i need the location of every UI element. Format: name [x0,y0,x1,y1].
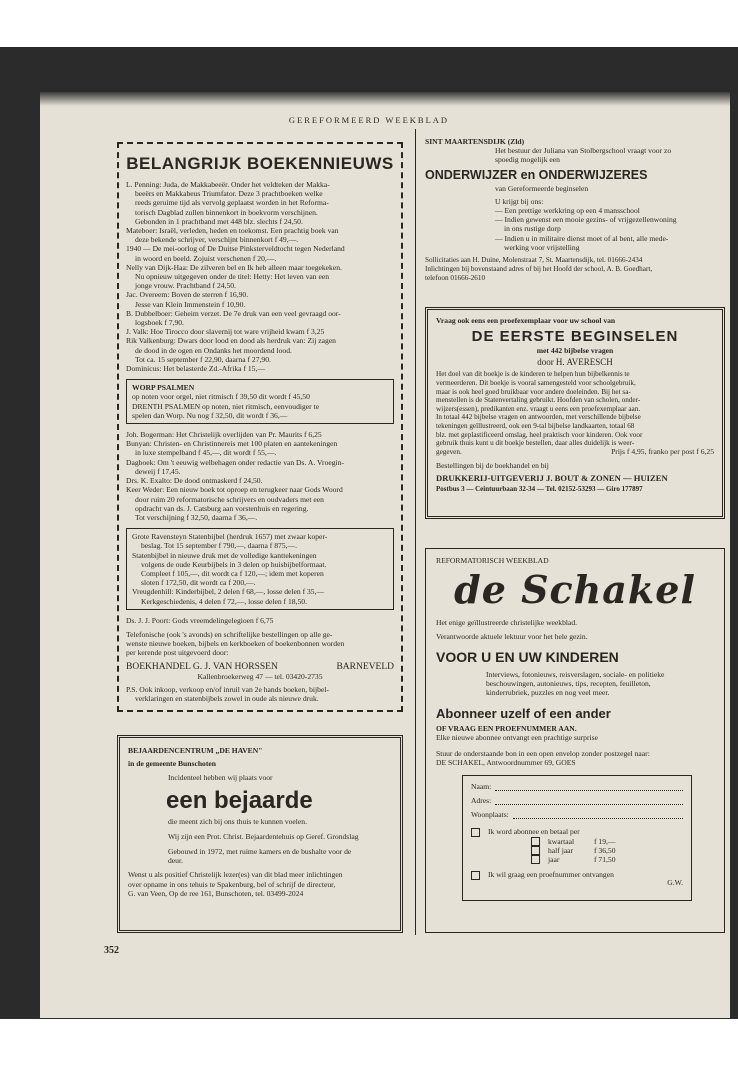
book-line: logsboek f 7,90. [135,318,184,328]
haven-headline: een bejaarde [166,786,313,814]
beginselen-body [436,370,714,456]
beginselen-author: door H. AVERESCH [537,357,613,368]
book-line: Jac. Overeem: Boven de sterren f 16,90. [126,290,249,300]
haven-line: Wij zijn een Prot. Christ. Bejaardentehuis op Geref. Grondslag [168,831,359,841]
city-label: Woonplaats: [471,810,509,820]
schakel-line: Verantwoorde aktuele lektuur voor het hele gezin. [436,632,588,642]
book-line: Tot verschijning f 32,50, daarna f 36,—. [135,512,258,522]
book-line: reeds geruime tijd als vervolg geplaatst worden in het Reforma- [135,198,329,208]
schakel-headline: VOOR U EN UW KINDEREN [436,648,619,665]
psalms-box [126,379,394,424]
schakel-subscribe: Abonneer uzelf of een ander [436,706,611,722]
address-field[interactable] [471,796,683,810]
vacancy-apply-line: Inlichtingen bij bovenstaand adres of bij het Hoofd der school, A. B. Goedhart, [425,265,653,274]
send-line: DE SCHAKEL, Antwoordnummer 69, GOES [436,757,576,767]
schakel-ad [425,548,725,933]
vacancy-intro-line: Het bestuur der Juliana van Stolbergschool vraagt voor zo [495,146,672,156]
book-line: Drs. K. Exalto: De dood ontmaskerd f 24,50. [126,476,263,486]
bible-line: beslag. Tot 15 september f 790,—, daarna f 875,—. [141,541,298,551]
body-line: wijzers(essen), predikanten enz. vraagt u eens een proefexemplaar aan. [436,404,641,413]
schakel-trial: OF VRAAG EEN PROEFNUMMER AAN. [436,724,577,734]
haven-line: Gebouwd in 1972, met ruime kamers en de bushalte voor de [168,847,352,857]
body-line: menstellen is de Statenvertaling gebruikt. Hoofden van scholen, onder- [436,396,641,405]
order-line: Telefonische (ook 's avonds) en schriftelijke bestellingen op alle ge- [126,629,333,639]
shop-name-row [126,662,394,672]
shop-address: Kallenbroekerweg 47 — tel. 03420-2735 [197,671,323,681]
period-option[interactable] [531,846,683,855]
book-line: de dood in de ogen en Ondanks het moordend lood. [135,345,292,355]
desc-line: beschouwingen, autonieuws, tips, recepten, feuilleton, [486,678,651,688]
subscribe-option[interactable] [471,827,683,837]
vacancy-ad [425,137,725,297]
beginselen-ad [425,307,725,519]
name-label: Naam: [471,782,492,792]
book-line: jonge vrouw. Prachtband f 24,50. [135,281,236,291]
body-line: tekeningen geïllustreerd, ook een 9-tal bijbelse landkaarten, totaal 68 [436,421,635,430]
schakel-send [436,749,714,767]
ps-line: verklaringen en statenbijbels zowel in oude als nieuwe druk. [135,693,319,703]
vacancy-apply [425,256,725,284]
book-news-ad [117,142,403,712]
ps-text [126,685,394,703]
vacancy-offer: U krijgt bij ons: [495,196,544,206]
book-line: beeërs en Makkabeus Triumfator. Deze 3 prachtboeken welke [135,189,323,199]
name-line[interactable] [495,789,683,791]
body-line: gegeven. [436,447,462,456]
vacancy-point: in ons rustige dorp [504,224,561,234]
bible-line: Kerkgeschiedenis, 4 delen f 72,—, losse delen f 18,50. [141,596,307,606]
coupon-code: G.W. [667,878,683,888]
beginselen-headline: DE EERSTE BEGINSELEN [471,328,679,346]
book-line: Nu opnieuw uitgegeven onder de titel: Hetty: Het leven van een [135,272,330,282]
vacancy-intro-line: spoedig mogelijk een [495,155,560,165]
subscribe-checkbox[interactable] [471,828,480,837]
period-checkbox[interactable] [531,855,540,864]
haven-ad [117,735,403,933]
bible-line: volgens de oude Keurbijbels in 3 delen op huisbijbelformaat. [141,559,327,569]
vacancy-point: werking voor vrijstelling [504,242,580,252]
psalms-line: DRENTH PSALMEN op noten, niet ritmisch, eenvoudiger te [132,401,320,411]
book-line: door ruim 20 reformatorische schrijvers en oudvaders met een [135,494,324,504]
vacancy-point: — Indien gewenst een mooie gezins- of vrijgezellenwoning [495,215,677,225]
schakel-title: de Schakel [454,567,696,613]
poort-line: Ds. J. J. Poort: Gods vreemdelingelegioen f 6,75 [126,615,274,625]
psalms-line: spelen dan Worp. Nu nog f 32,50, dit wordt f 36,— [132,410,288,420]
body-line: gebruik thuis kunt u dit boekje bestellen, daar alles duidelijk is weer- [436,439,635,448]
haven-line: deur. [168,856,183,866]
schakel-line: Het enige geïllustreerde christelijke weekblad. [436,618,578,628]
book-line: Dominicus: Het belasterde Zd.-Afrika f 15,— [126,364,265,374]
book-line: Bunyan: Christen- en Christinnereis met 100 platen en aantekeningen [126,439,338,449]
vacancy-points [495,206,725,252]
body-line: In totaal 442 bijbelse vragen en antwoorden, met verschillende bijbelse [436,413,641,422]
bible-line: sloten f 172,50, dit wordt ca f 200,—. [141,578,256,588]
vacancy-point: — Indien u in militaire dienst moet of al bent, alle mede- [495,233,669,243]
haven-line: die meent zich bij ons thuis te kunnen voelen. [168,816,307,826]
beginselen-price: Prijs f 4,95, franko per post f 6,25 [611,447,714,457]
bible-box [126,528,394,610]
beginselen-publisher: DRUKKERIJ-UITGEVERIJ J. BOUT & ZONEN — HUIZEN [436,472,668,483]
book-line: Gebonden in 1 prachtband met 448 blz. slechts f 24,50. [135,216,303,226]
vacancy-principles: van Gereformeerde beginselen [495,183,589,193]
period-checkbox[interactable] [531,837,540,846]
vacancy-headline: ONDERWIJZER en ONDERWIJZERES [425,167,648,182]
bible-line: Compleet f 105,—, dit wordt ca f 120,—; idem met koperen [141,568,324,578]
bible-line: Statenbijbel in nieuwe druk met de volledige kanttekeningen [132,550,317,560]
book-news-title: BELANGRIJK BOEKENNIEUWS [126,154,394,173]
book-line: deze bekende schrijver, verschijnt binnenkort f 49,—. [135,235,299,245]
desc-line: Interviews, fotonieuws, reisverslagen, sociale- en politieke [486,669,665,679]
book-line: opdracht van ds. J. Catsburg aan vorstenhuis en regering. [135,503,309,513]
address-label: Adres: [471,796,492,806]
book-line: Tot ca. 15 september f 22,90, daarna f 27,90. [135,354,271,364]
body-line: blz. met geplastificeerd omslag, heel praktisch voor kinderen. Ook voor [436,430,643,439]
book-line: B. Dubbelboer: Geheim verzet. De 7e druk van een veel gevraagd oor- [126,308,341,318]
beginselen-sub: met 442 bijbelse vragen [536,346,614,356]
desc-line: kinderrubriek, puzzles en nog veel meer. [486,688,610,698]
page-header: GEREFORMEERD WEEKBLAD [288,115,450,125]
period-option[interactable] [531,837,683,846]
book-line: Jesse van Klein Immenstein f 10,90. [135,299,246,309]
bible-line: Grote Ravensteyn Statenbijbel (herdruk 1657) met zwaar koper- [132,532,328,542]
body-line: maar is ook heel goed bruikbaar voor andere doeleinden. Bij het sa- [436,387,631,396]
subscription-coupon [462,775,692,901]
order-info [126,630,394,658]
send-line: Stuur de onderstaande bon in een open envelop zonder postzegel naar: [436,748,650,758]
city-field[interactable] [471,810,683,824]
haven-contact-line: Wenst u als positief Christelijk lezer(es) van dit blad meer inlichtingen [128,870,343,880]
book-line: Joh. Bogerman: Het Christelijk overlijden van Pr. Maurits f 6,25 [126,430,322,440]
vacancy-point: — Een prettige werkkring op een 4 mansschool [495,206,640,216]
vacancy-place: SINT MAARTENSDIJK (Zld) [425,137,525,146]
subscribe-label: Ik word abonnee en betaal per [488,827,580,837]
psalms-line: op noten voor orgel, niet ritmisch f 39,50 dit wordt f 45,50 [132,392,310,402]
period-price: f 19,— [594,836,616,846]
book-line: torisch Dagblad zullen binnenkort in boekvorm verschijnen. [135,207,318,217]
schakel-label: REFORMATORISCH WEEKBLAD [436,556,549,565]
bible-line: Vreugdenhill: Kinderbijbel, 2 delen f 68,—, losse delen f 35,— [132,587,325,597]
beginselen-order: Bestellingen bij de boekhandel en bij [436,460,549,470]
trial-checkbox[interactable] [471,871,480,880]
schakel-desc [486,670,714,698]
address-line[interactable] [495,803,683,805]
column-divider [415,129,416,935]
haven-contact-line: over opname in ons tehuis te Spakenburg, bel of schrijf de directeur, [128,879,336,889]
psalms-title: WORP PSALMEN [132,383,195,393]
name-field[interactable] [471,782,683,796]
haven-contact-line: G. van Veen, Op de ree 161, Bunschoten, tel. 03499-2024 [128,888,304,898]
period-option[interactable] [531,855,683,864]
shop-name: BOEKHANDEL G. J. VAN HORSSEN [126,661,278,672]
shop-city: BARNEVELD [336,661,394,672]
period-price: f 36,50 [594,845,616,855]
haven-intro: Incidenteel hebben wij plaats voor [168,773,273,783]
book-line: L. Penning: Juda, de Makkabeeër. Onder het veldteken der Makka- [126,180,330,189]
vacancy-apply-line: telefoon 01666-2610 [425,274,486,283]
book-line: deweij f 17,45. [135,466,181,476]
book-line: Rik Valkenburg: Dwars door lood en dood als herdruk van: Zij zagen [126,336,336,346]
city-line[interactable] [513,817,683,819]
period-label: jaar [548,855,560,865]
book-line: 1940 — De mei-oorlog of De Duitse Pinksterveldtocht tegen Nederland [126,244,345,254]
haven-name: BEJAARDENCENTRUM „DE HAVEN" [128,746,263,755]
page-number: 352 [104,945,119,956]
order-line: wenste nieuwe boeken, bijbels en kerkboeken of boekenbonnen worden [126,639,345,649]
beginselen-ask: Vraag ook eens een proefexemplaar voor uw school van [436,316,616,325]
book-line: in luxe stempelband f 45,—, dit wordt f 55,—. [135,448,277,458]
book-line: Mateboer: Israël, verleden, heden en toekomst. Een prachtig boek van [126,226,339,236]
haven-contact [128,870,392,898]
book-list [126,180,394,373]
body-line: vermeerderen. Dit boekje is vooral samengesteld voor schoolgebruik, [436,379,636,387]
haven-location: in de gemeente Bunschoten [128,759,216,769]
beginselen-address: Postbus 3 — Ceintuurbaan 32-34 — Tel. 02152-53293 — Giro 177897 [436,484,643,493]
period-label: half jaar [548,845,574,855]
vacancy-intro [495,146,725,164]
book-line: Keer Weder: Een nieuw boek tot oproep en terugkeer naar Gods Woord [126,485,343,495]
book-list-2 [126,430,394,522]
book-line: Nelly van Dijk-Haa: De zilveren bel en Ik heb alleen maar toegekeken. [126,262,342,272]
trial-label: Ik wil graag een proefnummer ontvangen [488,870,614,880]
page-shadow [40,92,730,106]
period-checkbox[interactable] [531,846,540,855]
book-line: in woord en beeld. Zojuist verschenen f 20,—. [135,253,277,263]
body-line: Het doel van dit boekje is de kinderen te helpen hun bijbelkennis te [436,370,630,379]
order-line: per kerende post uitgevoerd door: [126,648,229,658]
schakel-gift: Elke nieuwe abonnee ontvangt een prachtige surprise [436,733,598,743]
period-price: f 71,50 [594,855,616,865]
period-label: kwartaal [548,836,575,846]
ps-line: P.S. Ook inkoop, verkoop en/of inruil van 2e hands boeken, bijbel- [126,684,329,694]
book-line: J. Valk: Hoe Tirocco door slavernij tot ware vrijheid kwam f 3,25 [126,327,325,337]
vacancy-apply-line: Sollicitaties aan H. Duine, Molenstraat 7, St. Maartensdijk, tel. 01666-2434 [425,256,643,265]
book-line: Dagboek: Om 't eeuwig welbehagen onder redactie van Ds. A. Vroegin- [126,457,344,467]
